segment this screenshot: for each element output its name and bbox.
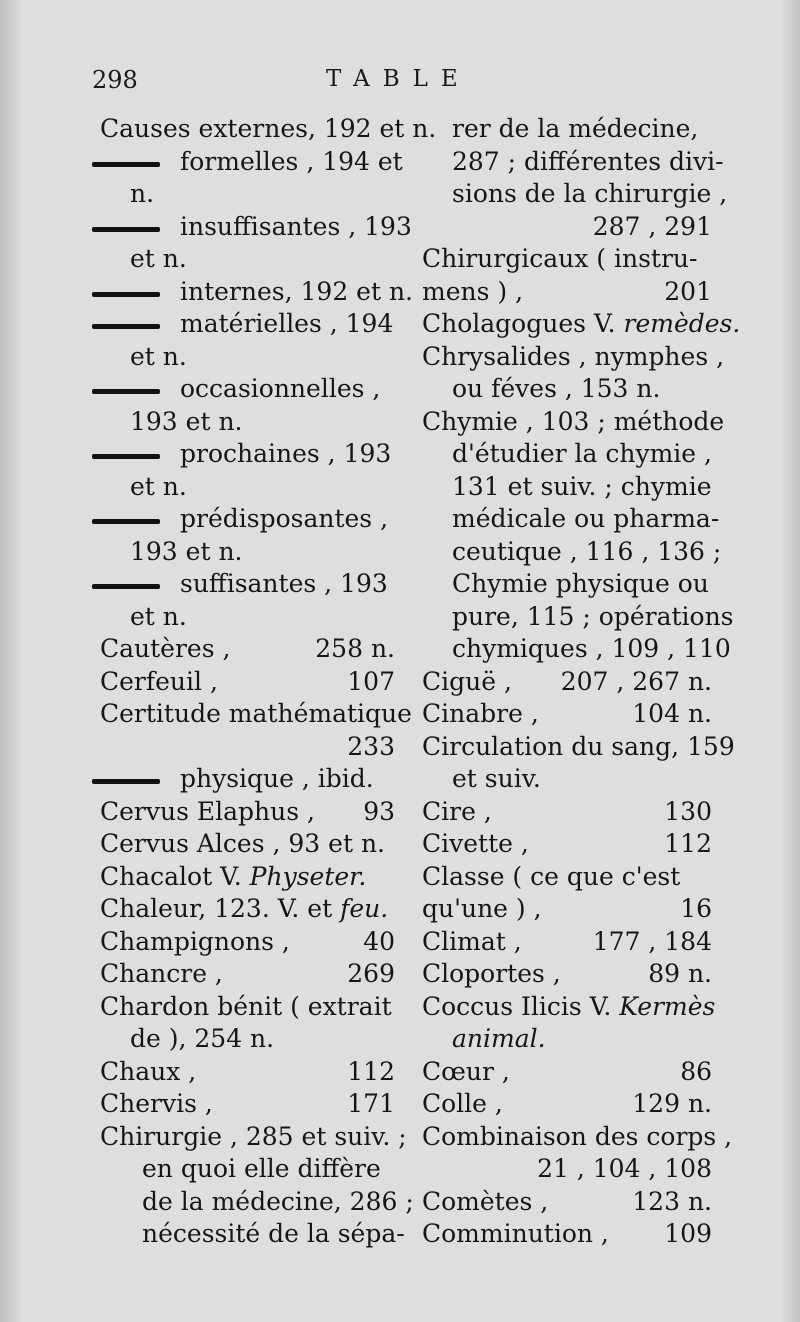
entry-text: en quoi elle diffère xyxy=(142,1154,381,1183)
entry-reference: 89 n. xyxy=(648,959,712,988)
entry-text: et n. xyxy=(130,471,187,501)
entry-text: nécessité de la sépa- xyxy=(142,1219,405,1248)
index-entry xyxy=(422,178,728,211)
index-entry xyxy=(100,1088,395,1121)
entry-text: Chirurgie , 285 et suiv. ; xyxy=(100,1121,407,1151)
entry-term: Chervis , xyxy=(100,1089,213,1118)
index-entry xyxy=(100,536,395,569)
index-entry xyxy=(100,1218,405,1251)
entry-term: Cerfeuil , xyxy=(100,666,218,696)
entry-term: Cautères , xyxy=(100,634,231,663)
index-entry xyxy=(422,243,712,276)
index-entry xyxy=(422,796,712,829)
entry-text: suffisantes , 193 xyxy=(180,569,388,598)
index-column-right xyxy=(422,113,741,1251)
entry-italic-reference: Physeter. xyxy=(241,861,367,891)
entry-term: Champignons , xyxy=(100,926,290,956)
index-entry xyxy=(422,113,712,146)
entry-text: Chaleur, 123. V. et xyxy=(100,894,333,923)
entry-text: Chacalot V. xyxy=(100,861,242,891)
ditto-dash xyxy=(92,324,160,329)
entry-reference: 177 , 184 xyxy=(592,926,712,956)
running-title: TABLE xyxy=(326,66,471,92)
ditto-dash xyxy=(92,227,160,232)
entry-text: occasionnelles , xyxy=(180,374,381,403)
index-entry xyxy=(100,503,395,536)
entry-text: et n. xyxy=(130,341,187,371)
entry-text: 287 , 291 xyxy=(592,211,712,241)
entry-text: d'étudier la chymie , xyxy=(452,439,712,468)
entry-text: Cholagogues V. xyxy=(422,309,616,338)
index-entry xyxy=(100,341,395,374)
ditto-dash xyxy=(92,292,160,297)
index-entry xyxy=(100,146,403,179)
entry-text: 21 , 104 , 108 xyxy=(537,1154,712,1183)
entry-text: n. xyxy=(130,179,155,208)
index-entry xyxy=(100,308,395,341)
entry-reference: 112 xyxy=(347,1056,395,1086)
entry-text: chymiques , 109 , 110 xyxy=(452,634,731,663)
entry-term: Chaux , xyxy=(100,1056,197,1086)
entry-italic-reference: Kermès xyxy=(611,991,716,1021)
entry-italic-reference: feu. xyxy=(332,894,389,923)
entry-text: 131 et suiv. ; chymie xyxy=(452,471,712,501)
index-entry xyxy=(422,503,720,536)
entry-reference: 207 , 267 n. xyxy=(560,666,712,696)
index-entry xyxy=(100,731,395,764)
entry-text: 193 et n. xyxy=(130,406,243,436)
entry-text: matérielles , 194 xyxy=(180,309,394,338)
entry-reference: 40 xyxy=(363,926,395,956)
ditto-dash xyxy=(92,519,160,524)
entry-reference: 93 xyxy=(363,796,395,826)
index-entry xyxy=(422,568,712,601)
entry-text: Chymie , 103 ; méthode xyxy=(422,406,725,436)
entry-reference: 109 xyxy=(664,1219,712,1248)
index-entry xyxy=(100,373,395,406)
entry-term: Cloportes , xyxy=(422,959,561,988)
index-entry xyxy=(100,1121,407,1154)
index-entry xyxy=(100,1056,395,1089)
index-entry xyxy=(422,926,712,959)
index-entry xyxy=(100,698,412,731)
entry-reference: 258 n. xyxy=(315,634,395,663)
entry-text: 287 ; différentes divi- xyxy=(452,146,724,176)
entry-text: ou féves , 153 n. xyxy=(452,374,661,403)
index-entry xyxy=(422,308,741,341)
index-entry xyxy=(100,633,395,666)
entry-term: qu'une ) , xyxy=(422,894,542,923)
index-entry xyxy=(422,1186,712,1219)
entry-text: Chrysalides , nymphes , xyxy=(422,341,725,371)
index-column-left xyxy=(100,113,437,1251)
ditto-dash xyxy=(92,162,160,167)
entry-term: Ciguë , xyxy=(422,666,512,696)
entry-term: Cœur , xyxy=(422,1056,510,1086)
entry-term: Comètes , xyxy=(422,1186,549,1216)
entry-reference: 129 n. xyxy=(632,1089,712,1118)
entry-text: sions de la chirurgie , xyxy=(452,179,728,208)
index-entry xyxy=(422,698,712,731)
entry-text: de la médecine, 286 ; xyxy=(142,1186,414,1216)
entry-term: mens ) , xyxy=(422,276,524,306)
entry-text: pure, 115 ; opérations xyxy=(452,601,734,631)
ditto-dash xyxy=(92,779,160,784)
entry-text: Certitude mathématique xyxy=(100,699,412,728)
index-entry xyxy=(100,763,395,796)
index-entry xyxy=(422,731,735,764)
index-entry xyxy=(422,471,712,504)
index-entry xyxy=(100,666,395,699)
index-entry xyxy=(422,1121,733,1154)
index-entry xyxy=(100,796,395,829)
index-entry xyxy=(100,276,414,309)
entry-text: rer de la médecine, xyxy=(452,114,699,143)
index-entry xyxy=(100,861,395,894)
entry-reference: 107 xyxy=(347,666,395,696)
index-entry xyxy=(100,243,395,276)
index-entry xyxy=(422,438,712,471)
entry-text: prochaines , 193 xyxy=(180,439,392,468)
entry-term: Comminution , xyxy=(422,1219,609,1248)
index-entry xyxy=(100,406,395,439)
index-entry xyxy=(422,1023,712,1056)
entry-text: Causes externes, 192 et n. xyxy=(100,114,437,143)
entry-reference: 171 xyxy=(347,1089,395,1118)
index-entry xyxy=(422,861,712,894)
index-entry xyxy=(422,1056,712,1089)
entry-reference: 86 xyxy=(680,1056,712,1086)
entry-reference: 269 xyxy=(347,959,395,988)
entry-term: Chancre , xyxy=(100,959,223,988)
index-entry xyxy=(422,211,712,244)
index-entry xyxy=(422,958,712,991)
index-entry xyxy=(422,1088,712,1121)
index-entry xyxy=(422,536,722,569)
entry-italic-reference: animal. xyxy=(452,1024,546,1053)
entry-term: Colle , xyxy=(422,1089,503,1118)
entry-text: Chardon bénit ( extrait xyxy=(100,991,392,1021)
index-entry xyxy=(422,146,724,179)
index-entry xyxy=(100,211,412,244)
entry-text: formelles , 194 et xyxy=(180,146,403,176)
page-number: 298 xyxy=(92,66,138,94)
entry-text: Cervus Alces , 93 et n. xyxy=(100,829,385,858)
entry-text: physique , ibid. xyxy=(180,764,374,793)
entry-reference: 112 xyxy=(664,829,712,858)
index-entry xyxy=(100,893,395,926)
entry-reference: 130 xyxy=(664,796,712,826)
entry-text: 233 xyxy=(347,731,395,761)
entry-text: Coccus Ilicis V. xyxy=(422,991,612,1021)
index-entry xyxy=(422,991,716,1024)
index-entry xyxy=(100,991,395,1024)
index-entry xyxy=(422,276,712,309)
entry-text: et n. xyxy=(130,601,187,631)
ditto-dash xyxy=(92,584,160,589)
index-entry xyxy=(422,373,712,406)
index-entry xyxy=(100,828,395,861)
entry-term: Cinabre , xyxy=(422,699,539,728)
index-entry xyxy=(422,601,734,634)
index-entry xyxy=(100,471,395,504)
entry-text: Circulation du sang, 159 xyxy=(422,731,735,761)
index-entry xyxy=(100,438,395,471)
index-entry xyxy=(422,763,712,796)
index-entry xyxy=(100,178,395,211)
entry-text: Chymie physique ou xyxy=(452,569,709,598)
entry-text: et suiv. xyxy=(452,764,541,793)
entry-italic-reference: remèdes. xyxy=(615,309,741,338)
entry-reference: 201 xyxy=(664,276,712,306)
entry-text: et n. xyxy=(130,244,187,273)
index-entry xyxy=(100,1023,395,1056)
entry-text: ceutique , 116 , 136 ; xyxy=(452,536,722,566)
index-entry xyxy=(100,568,395,601)
index-entry xyxy=(422,828,712,861)
entry-reference: 16 xyxy=(680,894,712,923)
entry-term: Civette , xyxy=(422,829,529,858)
index-entry xyxy=(100,113,437,146)
entry-text: insuffisantes , 193 xyxy=(180,211,412,241)
ditto-dash xyxy=(92,389,160,394)
index-entry xyxy=(422,1153,712,1186)
index-entry xyxy=(100,1153,395,1186)
ditto-dash xyxy=(92,454,160,459)
entry-term: Cervus Elaphus , xyxy=(100,796,315,826)
index-entry xyxy=(100,958,395,991)
index-entry xyxy=(422,406,725,439)
entry-text: Chirurgicaux ( instru- xyxy=(422,244,698,273)
entry-term: Climat , xyxy=(422,926,522,956)
entry-reference: 123 n. xyxy=(632,1186,712,1216)
index-entry xyxy=(422,893,712,926)
entry-text: Classe ( ce que c'est xyxy=(422,861,681,891)
entry-term: Cire , xyxy=(422,796,492,826)
index-entry xyxy=(100,601,395,634)
entry-text: 193 et n. xyxy=(130,536,243,566)
index-entry xyxy=(100,926,395,959)
entry-text: médicale ou pharma- xyxy=(452,504,720,533)
index-entry xyxy=(422,341,725,374)
index-entry xyxy=(100,1186,414,1219)
index-entry xyxy=(422,633,731,666)
entry-text: prédisposantes , xyxy=(180,504,389,533)
entry-text: de ), 254 n. xyxy=(130,1024,275,1053)
entry-text: internes, 192 et n. xyxy=(180,276,414,306)
entry-text: Combinaison des corps , xyxy=(422,1121,733,1151)
entry-reference: 104 n. xyxy=(632,699,712,728)
index-entry xyxy=(422,1218,712,1251)
index-entry xyxy=(422,666,712,699)
